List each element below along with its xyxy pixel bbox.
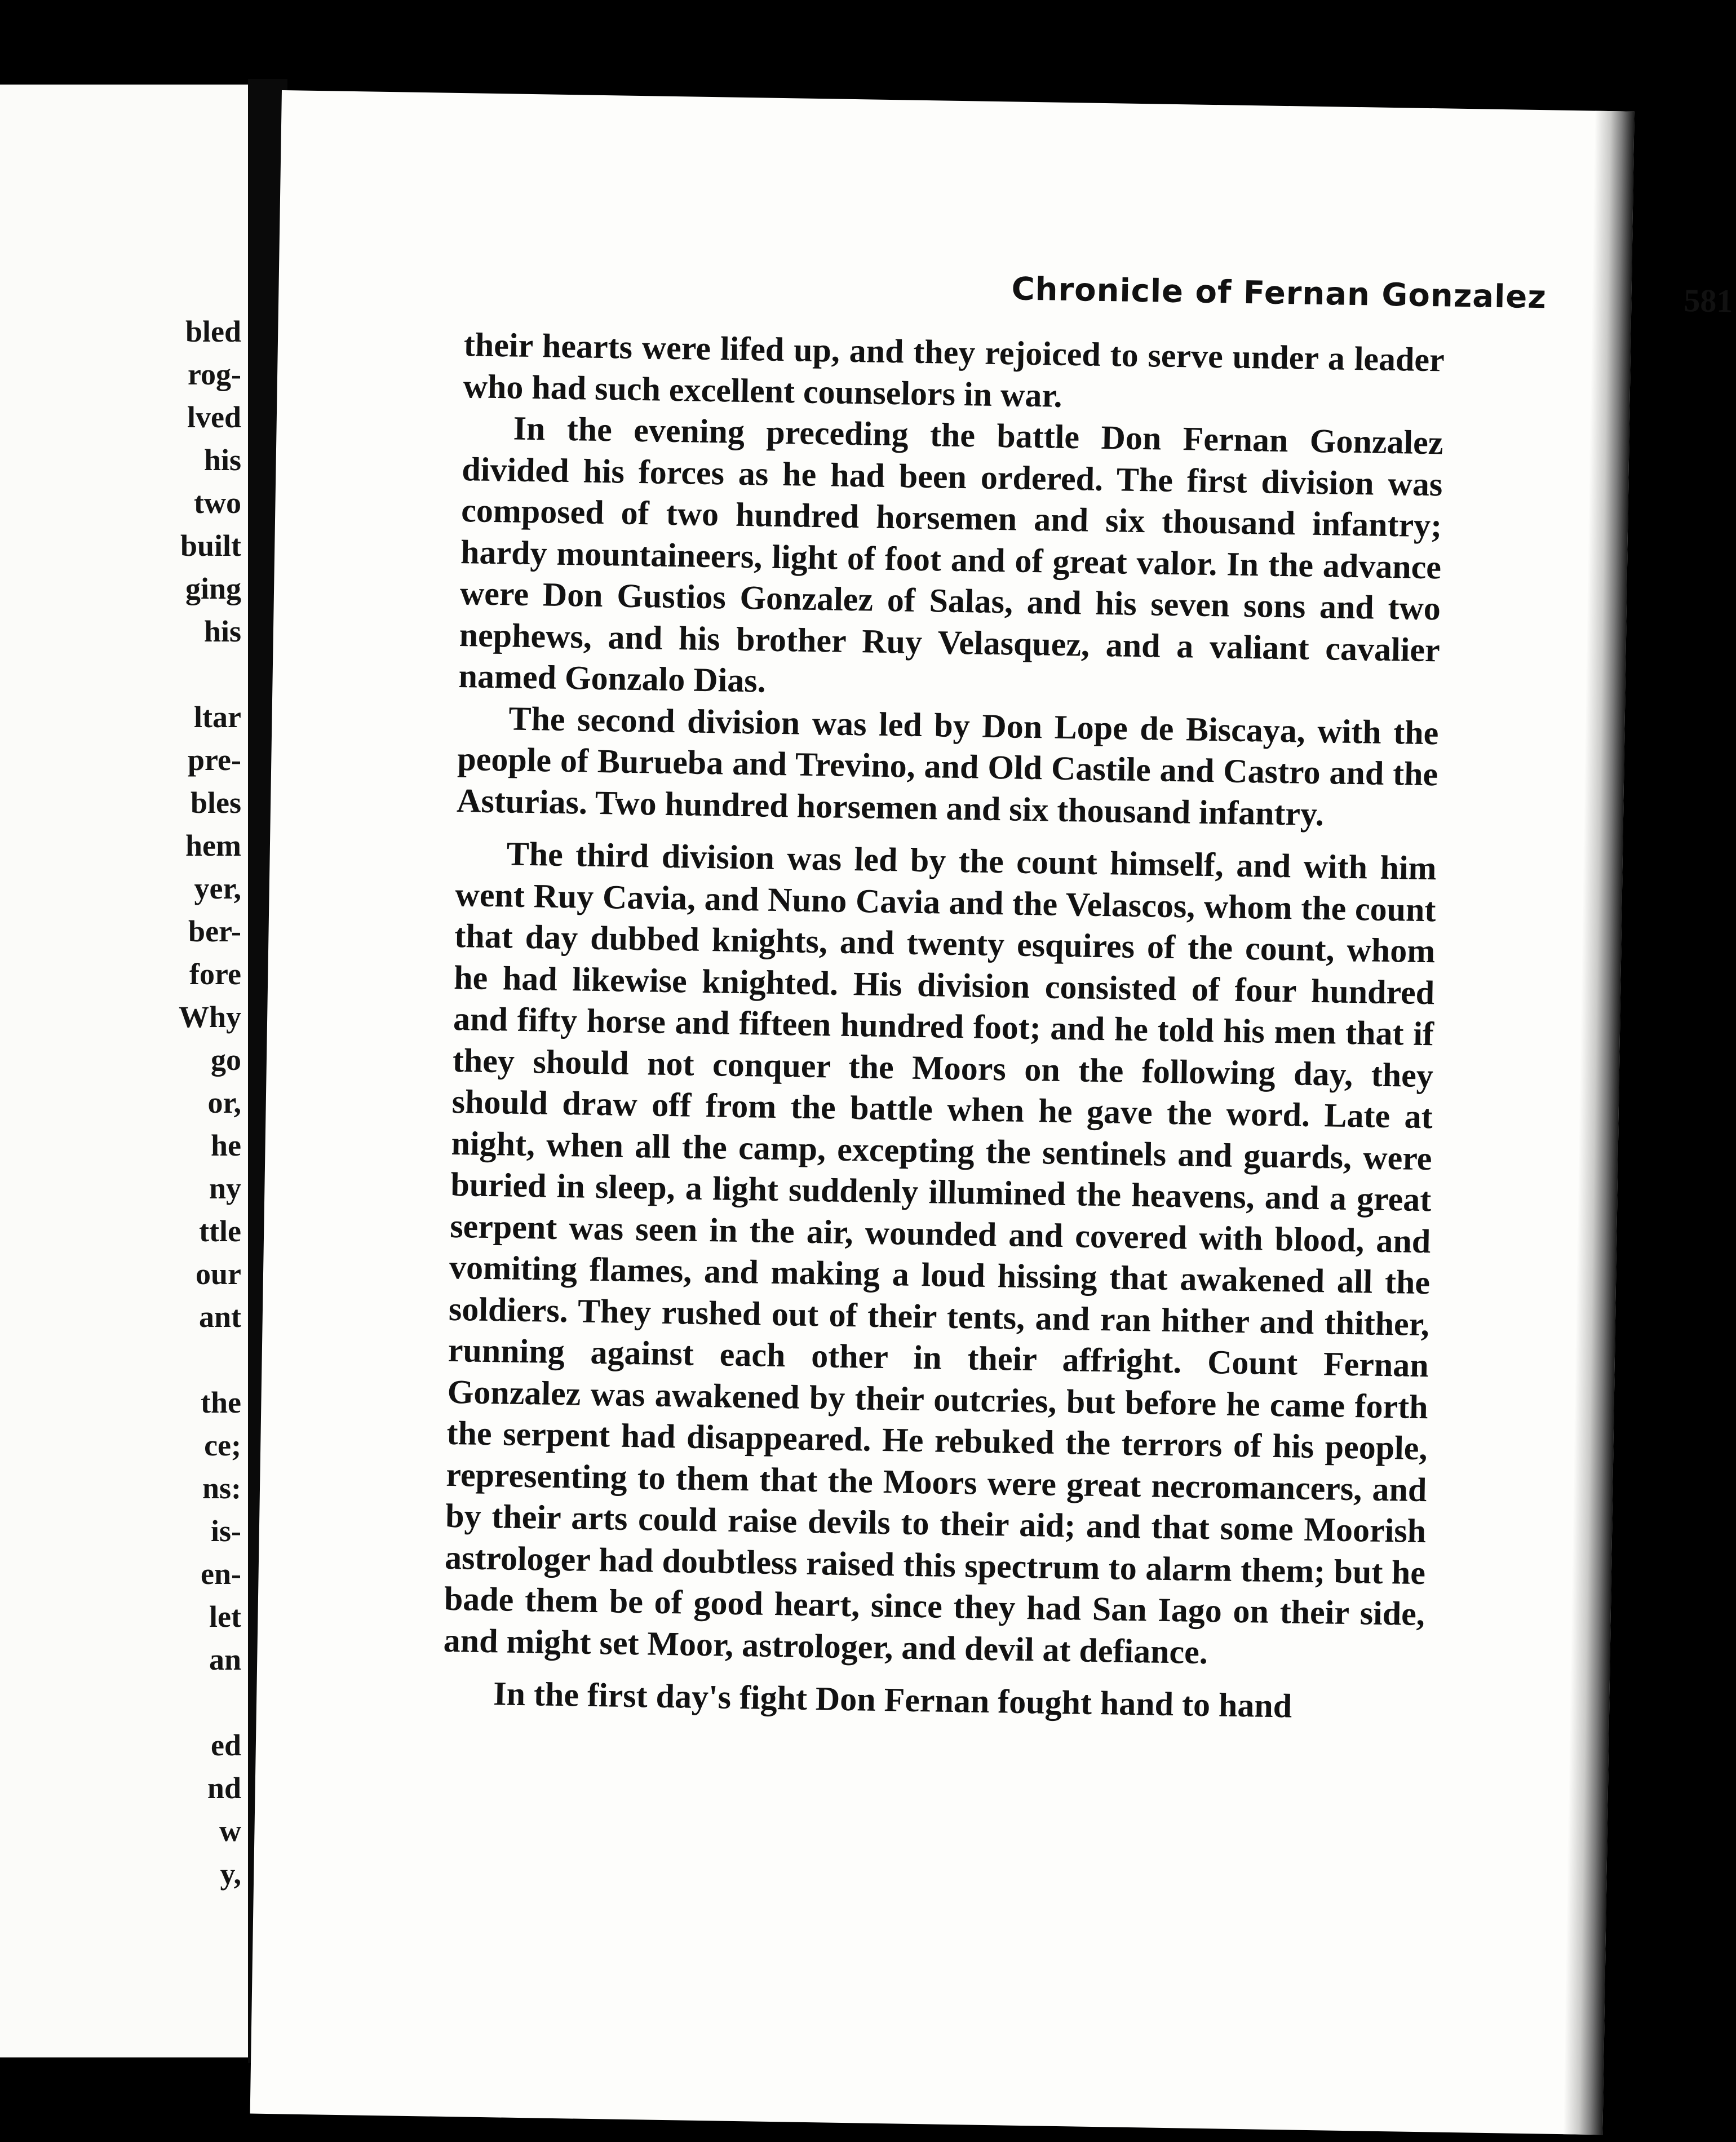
left-fragment-line (179, 1338, 241, 1381)
left-fragment-line: y, (220, 1857, 241, 1891)
left-page (0, 85, 248, 2057)
left-fragment-line: ns: (202, 1471, 241, 1505)
page-number: 581 (1683, 282, 1733, 320)
left-page-text-fragments (179, 310, 241, 1895)
left-fragment-line: ber- (188, 914, 241, 948)
left-fragment-line: ce; (204, 1428, 241, 1462)
left-fragment-line (179, 653, 241, 696)
left-fragment-line: rog- (188, 357, 241, 391)
left-fragment-line: ging (185, 572, 241, 605)
paragraph: The second division was led by Don Lope de Biscaya, with the people of Burueba and Trevino, and Old Castile and Castro and the Asturias. Two hundred horsemen and six thousand infantry. (456, 699, 1439, 833)
paragraph: The third division was led by the count himself, and with him went Ruy Cavia, and Nuno Cavia and the Velascos, whom the count that day dubbed knights, and twenty esquires of the count, whom he had likewise knighted. His division consisted of four hundred and fifty horse and fifteen hundred foot; and he told his men that if they should not conquer the Moors on the following day, they should draw off from the battle when he gave the word. Late at night, when all the camp, excepting the sentinels and guards, were buried in sleep, a light suddenly illumined the heavens, and a great serpent was seen in the air, wounded and covered with blood, and vomiting flames, and making a loud hissing that awakened all the soldiers. They rushed out of their tents, and ran hither and thither, running against each other in their affright. Count Fernan Gonzalez was awakened by their outcries, but before he came forth the serpent had disappeared. He rebuked the terrors of his people, representing to them that the Moors were great necromancers, and by their arts could raise devils to their aid; and that some Moorish astrologer had doubtless raised this spectrum to alarm them; but he bade them be of good heart, since they had San Iago on their side, and might set Moor, astrologer, and devil at defiance. (443, 835, 1437, 1671)
left-fragment-line: his (203, 443, 241, 477)
left-fragment-line: two (194, 486, 241, 520)
left-fragment-line: is- (211, 1514, 241, 1548)
running-head (729, 267, 1733, 333)
left-fragment-line: bles (190, 786, 241, 820)
left-fragment-line: built (180, 529, 241, 563)
left-fragment-line: Why (178, 1000, 241, 1034)
paragraph: In the evening preceding the battle Don Fernan Gonzalez divided his forces as he had been ordered. The first division was composed of two hundred horsemen and six thousand infantry; hardy mountaineers, light of foot and of great valor. In the advance were Don Gustios Gonzalez of Salas, and his seven sons and two nephews, and his brother Ruy Velasquez, and a valiant cavalier named Gonzalo Dias. (458, 409, 1443, 700)
page-edge-shadow (1563, 111, 1634, 2135)
left-fragment-line: ltar (194, 700, 241, 734)
left-fragment-line: pre- (188, 743, 241, 777)
paragraph: In the first day's fight Don Fernan fought hand to hand (493, 1675, 1292, 1725)
left-fragment-line: nd (207, 1771, 241, 1805)
left-fragment-line: ant (198, 1300, 241, 1334)
left-fragment-line: or, (207, 1086, 241, 1119)
left-fragment-line: his (203, 614, 241, 648)
left-fragment-line: an (209, 1643, 241, 1676)
left-fragment-line: yer, (194, 871, 241, 905)
paragraph: their hearts were lifed up, and they rejoiced to serve under a leader who had such excellent counselors in war. (463, 326, 1445, 414)
left-fragment-line: bled (185, 315, 241, 348)
left-fragment-line: go (211, 1043, 241, 1077)
left-fragment-line: ttle (199, 1214, 241, 1248)
left-fragment-line: w (219, 1814, 241, 1848)
left-fragment-line: lved (187, 400, 241, 434)
left-fragment-line: our (196, 1257, 241, 1291)
left-fragment-line: ed (211, 1728, 241, 1762)
running-title: Chronicle of Fernan Gonzalez (1011, 271, 1547, 316)
left-fragment-line: the (201, 1386, 241, 1419)
left-fragment-line: en- (201, 1557, 241, 1591)
left-fragment-line: ny (209, 1171, 241, 1205)
left-fragment-line: fore (189, 957, 241, 991)
left-fragment-line: hem (185, 829, 241, 862)
right-page (250, 90, 1733, 2135)
left-fragment-line (179, 1681, 241, 1724)
left-fragment-line: he (211, 1128, 241, 1162)
body-text (442, 324, 1445, 1729)
left-fragment-line: let (209, 1600, 241, 1634)
